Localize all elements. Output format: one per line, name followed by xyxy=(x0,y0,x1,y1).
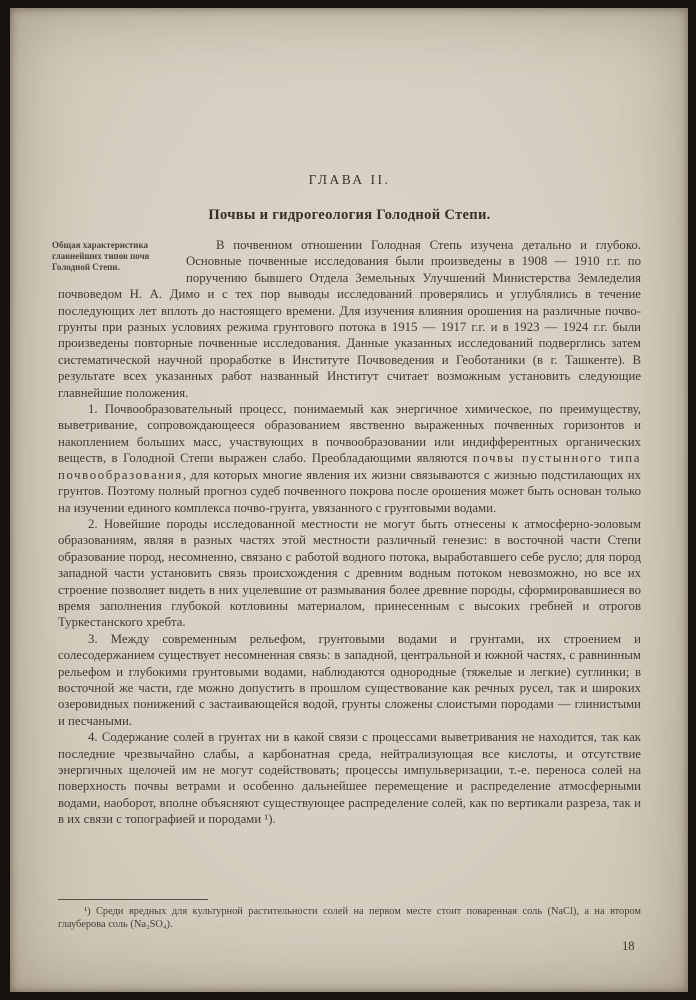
body-paragraph-5: 4. Содержание солей в грунтах ни в какой связи с процессами выветривания не находится, так как последние чрезвычайно слабы, а карбонатная среда, нейтрализующая все кислоты, и отсутствие энергичных щелочей им не могут содействовать; процессы импульверизации, т.-е. переноса солей на поверхность почвы ветрами и особенно дальнейшее перемещение и распределение атмосферными водами, наоборот, вполне объясняют существующее распределение солей, как по вертикали разреза, так и в их связи с топографией и породами ¹). xyxy=(58,730,641,827)
paragraph-2-text-post: , для которых многие явления их жизни связываются с жизнью подстилающих их грунтов. Поэтому полный прогноз судеб почвенного покрова после орошения может быть основан только на изучении единого комплекса почво-грунта, увязанного с грунтовыми водами. xyxy=(58,467,641,515)
footnote-rule xyxy=(58,899,208,900)
body-text xyxy=(52,237,641,828)
body-paragraph-2 xyxy=(58,401,641,516)
page-number: 18 xyxy=(622,939,635,953)
paragraph-2-text-pre: 1. Почвообразовательный процесс, понимаемый как энергичное химическое, по преимуществу, выветривание, сопровождающееся образованием явственно выраженных почвенных горизонтов и накоплением больших масс, участвующих в почвообразовании или индифферентных органических веществ, в Голодной Степи выражен слабо. Преобладающими являются xyxy=(58,402,641,466)
body-paragraph-4: 3. Между современным рельефом, грунтовыми водами и грунтами, их строением и солесодержанием существует несомненная связь: в западной, центральной и южной частях, с равнинным рельефом и глубокими грунтовыми водами, наблюдаются однородные (тяжелые и легкие) суглинки; в восточной же части, где можно допустить в прошлом существование как речных русел, так и широких озеровидных понижений с застаивающейся водой, грунты сложены слоистыми породами — глинистыми и песчаными. xyxy=(58,631,641,728)
paragraph-2-emphasis: почвы пустынного типа почвообразования xyxy=(58,451,641,482)
footnote xyxy=(58,899,641,931)
body-paragraph-1 xyxy=(52,237,641,401)
page-title: Почвы и гидрогеология Голодной Степи. xyxy=(208,207,491,223)
chapter-heading: ГЛАВА II. xyxy=(308,172,391,187)
page-content xyxy=(52,8,641,828)
margin-note: Общая характеристика главнейших типов почв Голодной Степи. xyxy=(52,240,150,272)
paragraph-1-text: В почвенном отношении Голодная Степь изучена детально и глубоко. Основные почвенные исследования были произведены в 1908 — 1910 г.г. по поручению бывшего Отдела Земельных Улучшений Министерства Земледелия почвоведом Н. А. Димо и с тех пор выводы исследований проверялись и углублялись в течение последующих лет вплоть до настоящего времени. Для изучения влияния орошения на различные почво-грунты при разных условиях режима грунтового потока в 1915 — 1917 г.г. и в 1923 — 1924 г.г. были произведены повторные почвенные исследования. Данные указанных исследований подверглись затем систематической научной проработке в Институте Почвоведения и Геоботаники (в г. Ташкенте). В результате всех указанных работ названный Институт считает возможным установить следующие главнейшие положения. xyxy=(58,238,641,400)
footnote-text: ¹) Среди вредных для культурной растительности солей на первом месте стоит поваренная соль (NaCl), а на втором глауберова соль (Na₂SO₄). xyxy=(58,906,641,930)
book-page xyxy=(10,8,688,992)
body-paragraph-3: 2. Новейшие породы исследованной местности не могут быть отнесены к атмосферно-эоловым образованиям, являя в разных частях этой местности различный генезис: в восточной части Степи образование пород, несомненно, связано с работой водного потока, выработавшего себе русло; для пород западной части установить связь происхождения с древним водным потоком невозможно, но все их строение позволяет видеть в них уцелевшие от размывания более древние породы, сформировавшиеся во время заполнения глубокой котловины материалом, принесенным с высоких гребней и отрогов Туркестанского хребта. xyxy=(58,516,641,630)
